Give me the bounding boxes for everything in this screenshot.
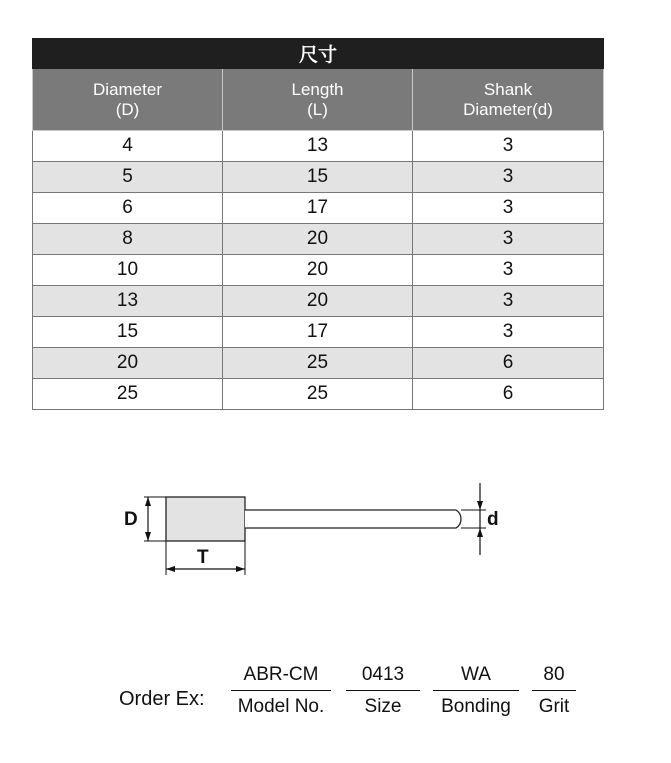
cell-diameter: 4	[33, 131, 223, 162]
arrow-down-icon	[477, 501, 483, 510]
dimension-label-T: T	[197, 547, 209, 568]
cell-shank: 3	[413, 131, 604, 162]
arrow-left-icon	[166, 566, 175, 572]
order-item-grit	[532, 660, 576, 721]
cell-shank: 3	[413, 224, 604, 255]
order-item-size	[346, 660, 420, 721]
table-row	[33, 379, 604, 410]
arrow-up-icon	[477, 528, 483, 537]
table-title: 尺寸	[33, 39, 604, 69]
header-shank-line1: Shank	[483, 79, 533, 99]
header-diameter	[33, 69, 223, 131]
table-row	[33, 193, 604, 224]
header-shank-line2: Diameter(d)	[463, 99, 553, 119]
cell-length: 20	[223, 255, 413, 286]
cell-shank: 3	[413, 317, 604, 348]
cell-shank: 6	[413, 379, 604, 410]
order-item-bonding	[433, 660, 519, 721]
cell-shank: 3	[413, 286, 604, 317]
table-row	[33, 224, 604, 255]
cell-shank: 3	[413, 193, 604, 224]
order-value-model: ABR-CM	[231, 660, 331, 691]
order-caption-bonding: Bonding	[441, 696, 511, 717]
tool-shank	[245, 510, 461, 528]
order-item-model	[231, 660, 331, 721]
order-caption-size: Size	[364, 696, 402, 717]
dimension-label-d: d	[487, 509, 499, 530]
order-caption-model: Model No.	[237, 696, 325, 717]
cell-length: 17	[223, 193, 413, 224]
cell-length: 25	[223, 348, 413, 379]
header-length-line2: (L)	[307, 99, 328, 119]
cell-diameter: 5	[33, 162, 223, 193]
order-caption-grit: Grit	[538, 696, 570, 717]
cell-diameter: 8	[33, 224, 223, 255]
arrow-up-icon	[145, 497, 151, 506]
cell-diameter: 13	[33, 286, 223, 317]
cell-diameter: 10	[33, 255, 223, 286]
spec-table	[32, 38, 604, 410]
header-diameter-line1: Diameter	[93, 79, 162, 99]
table-row	[33, 317, 604, 348]
cell-shank: 3	[413, 255, 604, 286]
cell-diameter: 6	[33, 193, 223, 224]
arrow-right-icon	[236, 566, 245, 572]
header-length-line1: Length	[291, 79, 344, 99]
cell-length: 25	[223, 379, 413, 410]
dimension-label-D: D	[124, 509, 138, 530]
header-diameter-line2: (D)	[115, 99, 140, 119]
cell-diameter: 20	[33, 348, 223, 379]
cell-length: 20	[223, 286, 413, 317]
table-row	[33, 131, 604, 162]
cell-length: 17	[223, 317, 413, 348]
cell-shank: 3	[413, 162, 604, 193]
cell-diameter: 15	[33, 317, 223, 348]
order-example-label: Order Ex:	[119, 688, 205, 710]
cell-length: 15	[223, 162, 413, 193]
header-length	[223, 69, 413, 131]
cell-shank: 6	[413, 348, 604, 379]
cell-length: 20	[223, 224, 413, 255]
tool-diagram	[110, 475, 510, 585]
table-row	[33, 286, 604, 317]
arrow-down-icon	[145, 532, 151, 541]
header-shank-diameter	[413, 69, 604, 131]
order-example	[0, 660, 671, 740]
table-row	[33, 162, 604, 193]
order-value-size: 0413	[346, 660, 420, 691]
table-row	[33, 348, 604, 379]
order-value-bonding: WA	[433, 660, 519, 691]
table-row	[33, 255, 604, 286]
tool-head	[166, 497, 245, 541]
order-value-grit: 80	[532, 660, 576, 691]
cell-length: 13	[223, 131, 413, 162]
cell-diameter: 25	[33, 379, 223, 410]
